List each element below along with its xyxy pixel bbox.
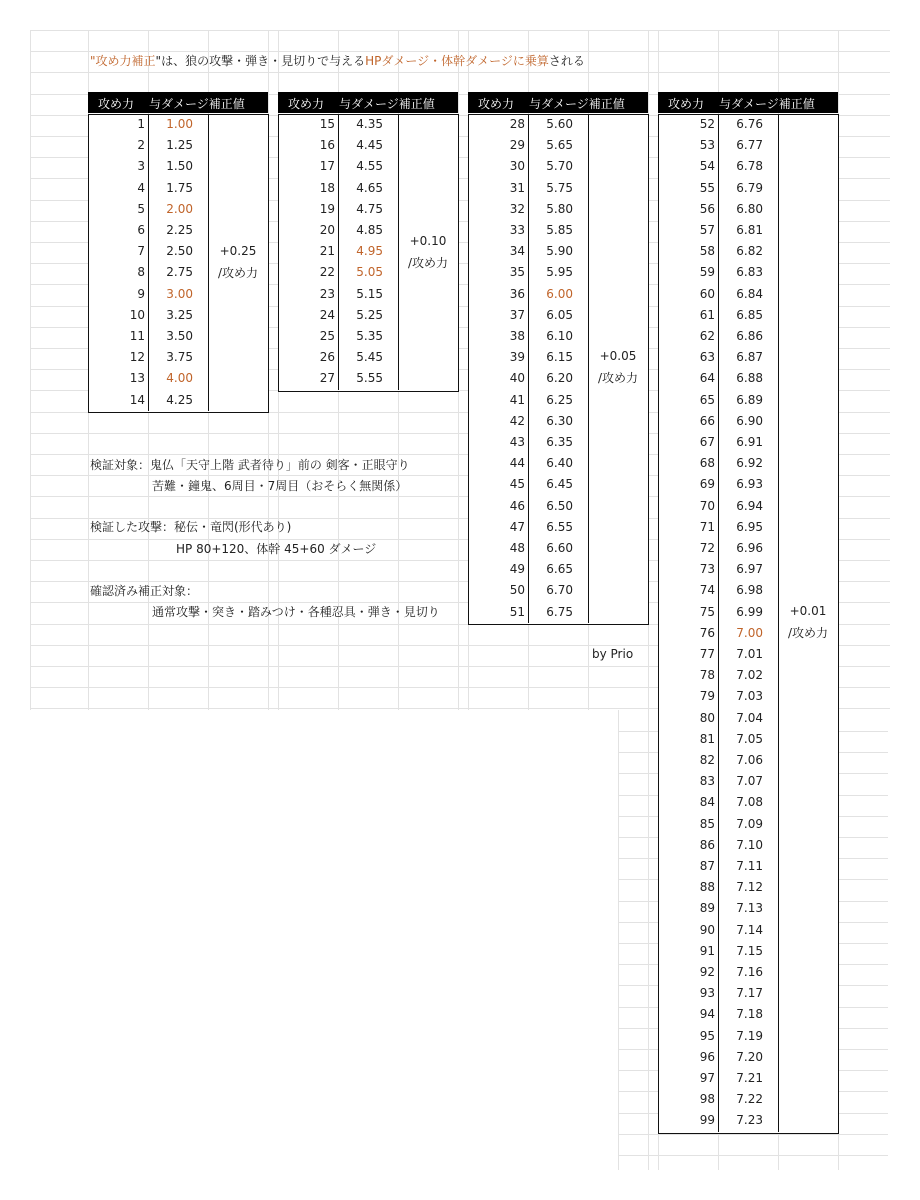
header-col-multiplier: 与ダメージ補正値: [339, 97, 435, 111]
attack-value: 88: [699, 880, 715, 894]
attack-value: 19: [319, 202, 335, 216]
multiplier-value: 4.95: [356, 244, 383, 258]
multiplier-value: 7.04: [736, 711, 763, 725]
attack-value: 16: [319, 138, 335, 152]
multiplier-value: 6.88: [736, 371, 763, 385]
multiplier-value: 6.65: [546, 562, 573, 576]
multiplier-value: 3.00: [166, 287, 193, 301]
multiplier-value: 6.78: [736, 159, 763, 173]
attack-value: 57: [699, 223, 715, 237]
multiplier-value: 6.87: [736, 350, 763, 364]
increment-unit: /攻め力: [407, 256, 449, 270]
multiplier-value: 4.45: [356, 138, 383, 152]
multiplier-value: 3.25: [166, 308, 193, 322]
multiplier-value: 7.05: [736, 732, 763, 746]
multiplier-value: 6.82: [736, 244, 763, 258]
multiplier-value: 5.45: [356, 350, 383, 364]
attack-value: 22: [319, 265, 335, 279]
attack-value: 35: [509, 265, 525, 279]
multiplier-value: 4.65: [356, 181, 383, 195]
table-header: [658, 92, 838, 113]
multiplier-value: 7.19: [736, 1029, 763, 1043]
multiplier-value: 2.50: [166, 244, 193, 258]
multiplier-value: 6.95: [736, 520, 763, 534]
confirmed-line-2: 通常攻撃・突き・踏みつけ・各種忍具・弾き・見切り: [152, 605, 440, 619]
grid-col-line: [648, 710, 649, 1170]
attack-value: 63: [699, 350, 715, 364]
attack-value: 31: [509, 181, 525, 195]
attack-value: 27: [319, 371, 335, 385]
attack-value: 64: [699, 371, 715, 385]
header-col-multiplier: 与ダメージ補正値: [529, 97, 625, 111]
attack-value: 53: [699, 138, 715, 152]
attack-value: 7: [137, 244, 145, 258]
attack-value: 97: [699, 1071, 715, 1085]
multiplier-value: 7.16: [736, 965, 763, 979]
multiplier-value: 6.99: [736, 605, 763, 619]
attack-value: 28: [509, 117, 525, 131]
attack-value: 61: [699, 308, 715, 322]
attack-value: 23: [319, 287, 335, 301]
attack-value: 96: [699, 1050, 715, 1064]
attack-value: 99: [699, 1113, 715, 1127]
target-line-1: 検証対象：鬼仏「天守上階 武者待り」前の 剣客・正眼守り: [90, 458, 410, 472]
multiplier-value: 5.15: [356, 287, 383, 301]
multiplier-value: 6.55: [546, 520, 573, 534]
multiplier-value: 6.60: [546, 541, 573, 555]
multiplier-value: 5.75: [546, 181, 573, 195]
multiplier-value: 5.05: [356, 265, 383, 279]
multiplier-value: 6.50: [546, 499, 573, 513]
attack-value: 38: [509, 329, 525, 343]
attack-value: 1: [137, 117, 145, 131]
multiplier-value: 7.02: [736, 668, 763, 682]
attack-value: 11: [129, 329, 145, 343]
attack-value: 56: [699, 202, 715, 216]
attack-value: 69: [699, 477, 715, 491]
attack-value: 43: [509, 435, 525, 449]
attack-value: 62: [699, 329, 715, 343]
multiplier-value: 6.92: [736, 456, 763, 470]
title-text: "は、狼の攻撃・弾き・見切りで与える: [155, 54, 366, 68]
multiplier-value: 6.91: [736, 435, 763, 449]
multiplier-value: 5.90: [546, 244, 573, 258]
title-quote-open: ": [90, 54, 96, 68]
attack-value: 78: [699, 668, 715, 682]
attack-value: 10: [129, 308, 145, 322]
grid-row-line: [618, 1134, 888, 1135]
attack-value: 91: [699, 944, 715, 958]
multiplier-value: 5.55: [356, 371, 383, 385]
multiplier-value: 7.00: [736, 626, 763, 640]
increment-value: +0.25: [219, 244, 257, 258]
attack-value: 48: [509, 541, 525, 555]
attack-value: 93: [699, 986, 715, 1000]
multiplier-value: 6.96: [736, 541, 763, 555]
attack-value: 49: [509, 562, 525, 576]
attack-value: 87: [699, 859, 715, 873]
target-line-2: 苦難・鐘鬼、6周目・7周目（おそらく無関係）: [152, 479, 408, 493]
header-col-attack: 攻め力: [478, 97, 515, 111]
multiplier-value: 6.98: [736, 583, 763, 597]
multiplier-value: 6.05: [546, 308, 573, 322]
multiplier-value: 3.50: [166, 329, 193, 343]
attack-value: 18: [319, 181, 335, 195]
attack-value: 17: [319, 159, 335, 173]
attack-value: 90: [699, 923, 715, 937]
multiplier-value: 7.13: [736, 901, 763, 915]
multiplier-value: 7.17: [736, 986, 763, 1000]
attack-value: 92: [699, 965, 715, 979]
multiplier-value: 6.75: [546, 605, 573, 619]
attack-value: 84: [699, 795, 715, 809]
multiplier-value: 6.20: [546, 371, 573, 385]
credit: by Prio: [592, 647, 634, 661]
multiplier-value: 7.21: [736, 1071, 763, 1085]
attack-value: 33: [509, 223, 525, 237]
multiplier-value: 1.25: [166, 138, 193, 152]
attack-value: 83: [699, 774, 715, 788]
attack-line-2: HP 80+120、体幹 45+60 ダメージ: [176, 542, 377, 556]
attack-value: 60: [699, 287, 715, 301]
attack-value: 52: [699, 117, 715, 131]
attack-value: 79: [699, 689, 715, 703]
title-keyword: 攻め力補正: [95, 54, 156, 68]
attack-value: 94: [699, 1007, 715, 1021]
attack-value: 72: [699, 541, 715, 555]
grid-row-line: [30, 72, 890, 73]
multiplier-value: 7.09: [736, 817, 763, 831]
increment-unit: /攻め力: [217, 266, 259, 280]
multiplier-value: 7.08: [736, 795, 763, 809]
multiplier-value: 5.85: [546, 223, 573, 237]
multiplier-value: 6.40: [546, 456, 573, 470]
attack-value: 40: [509, 371, 525, 385]
multiplier-value: 6.94: [736, 499, 763, 513]
attack-value: 36: [509, 287, 525, 301]
multiplier-value: 7.15: [736, 944, 763, 958]
attack-value: 85: [699, 817, 715, 831]
attack-value: 67: [699, 435, 715, 449]
multiplier-value: 4.25: [166, 393, 193, 407]
attack-value: 25: [319, 329, 335, 343]
multiplier-value: 4.00: [166, 371, 193, 385]
increment-note: [208, 240, 268, 284]
multiplier-value: 6.00: [546, 287, 573, 301]
multiplier-value: 6.89: [736, 393, 763, 407]
title-highlight: HPダメージ・体幹ダメージに乗算: [365, 54, 549, 68]
attack-value: 51: [509, 605, 525, 619]
attack-value: 76: [699, 626, 715, 640]
attack-value: 70: [699, 499, 715, 513]
attack-value: 86: [699, 838, 715, 852]
attack-value: 41: [509, 393, 525, 407]
attack-value: 12: [129, 350, 145, 364]
multiplier-value: 5.80: [546, 202, 573, 216]
attack-value: 77: [699, 647, 715, 661]
multiplier-value: 5.70: [546, 159, 573, 173]
multiplier-value: 6.77: [736, 138, 763, 152]
grid-col-line: [618, 710, 619, 1170]
multiplier-value: 6.86: [736, 329, 763, 343]
multiplier-value: 7.22: [736, 1092, 763, 1106]
multiplier-value: 7.12: [736, 880, 763, 894]
header-col-attack: 攻め力: [668, 97, 705, 111]
multiplier-value: 6.81: [736, 223, 763, 237]
multiplier-value: 7.11: [736, 859, 763, 873]
title-line: [90, 52, 585, 69]
multiplier-value: 4.75: [356, 202, 383, 216]
multiplier-value: 4.85: [356, 223, 383, 237]
attack-value: 95: [699, 1029, 715, 1043]
attack-value: 8: [137, 265, 145, 279]
attack-value: 89: [699, 901, 715, 915]
multiplier-value: 6.97: [736, 562, 763, 576]
multiplier-value: 7.06: [736, 753, 763, 767]
multiplier-value: 6.85: [736, 308, 763, 322]
attack-value: 71: [699, 520, 715, 534]
multiplier-value: 6.25: [546, 393, 573, 407]
attack-value: 34: [509, 244, 525, 258]
attack-value: 32: [509, 202, 525, 216]
attack-value: 20: [319, 223, 335, 237]
attack-line-1: 検証した攻撃：秘伝・竜閃(形代あり): [90, 520, 292, 534]
multiplier-value: 6.30: [546, 414, 573, 428]
multiplier-value: 6.76: [736, 117, 763, 131]
header-col-attack: 攻め力: [288, 97, 325, 111]
attack-value: 13: [129, 371, 145, 385]
multiplier-value: 2.25: [166, 223, 193, 237]
grid-row-line: [30, 30, 890, 31]
attack-value: 47: [509, 520, 525, 534]
attack-value: 65: [699, 393, 715, 407]
attack-value: 24: [319, 308, 335, 322]
multiplier-value: 7.23: [736, 1113, 763, 1127]
multiplier-value: 6.84: [736, 287, 763, 301]
multiplier-value: 7.03: [736, 689, 763, 703]
attack-value: 37: [509, 308, 525, 322]
attack-value: 54: [699, 159, 715, 173]
multiplier-value: 7.18: [736, 1007, 763, 1021]
multiplier-value: 4.35: [356, 117, 383, 131]
multiplier-value: 7.14: [736, 923, 763, 937]
attack-value: 21: [319, 244, 335, 258]
attack-value: 80: [699, 711, 715, 725]
attack-value: 9: [137, 287, 145, 301]
header-col-multiplier: 与ダメージ補正値: [719, 97, 815, 111]
multiplier-value: 5.25: [356, 308, 383, 322]
multiplier-value: 2.75: [166, 265, 193, 279]
attack-value: 58: [699, 244, 715, 258]
attack-value: 29: [509, 138, 525, 152]
grid-col-line: [30, 30, 31, 710]
multiplier-value: 6.83: [736, 265, 763, 279]
attack-value: 26: [319, 350, 335, 364]
multiplier-value: 6.15: [546, 350, 573, 364]
confirmed-line-1: 確認済み補正対象：: [90, 584, 199, 598]
attack-value: 82: [699, 753, 715, 767]
multiplier-value: 5.65: [546, 138, 573, 152]
multiplier-value: 6.80: [736, 202, 763, 216]
table-header: [468, 92, 648, 113]
attack-value: 5: [137, 202, 145, 216]
attack-value: 66: [699, 414, 715, 428]
attack-value: 39: [509, 350, 525, 364]
attack-value: 75: [699, 605, 715, 619]
attack-value: 59: [699, 265, 715, 279]
increment-value: +0.05: [599, 349, 637, 363]
increment-unit: /攻め力: [787, 626, 829, 640]
increment-note: [778, 600, 838, 644]
multiplier-value: 6.70: [546, 583, 573, 597]
multiplier-value: 6.10: [546, 329, 573, 343]
multiplier-value: 1.75: [166, 181, 193, 195]
multiplier-value: 7.07: [736, 774, 763, 788]
attack-value: 14: [129, 393, 145, 407]
attack-value: 55: [699, 181, 715, 195]
increment-value: +0.01: [789, 604, 827, 618]
multiplier-value: 6.35: [546, 435, 573, 449]
attack-value: 98: [699, 1092, 715, 1106]
attack-value: 3: [137, 159, 145, 173]
multiplier-value: 3.75: [166, 350, 193, 364]
attack-value: 73: [699, 562, 715, 576]
header-col-attack: 攻め力: [98, 97, 135, 111]
increment-note: [588, 345, 648, 389]
attack-value: 45: [509, 477, 525, 491]
multiplier-value: 4.55: [356, 159, 383, 173]
attack-value: 6: [137, 223, 145, 237]
table-header: [88, 92, 268, 113]
attack-value: 74: [699, 583, 715, 597]
title-suffix: される: [548, 54, 585, 68]
multiplier-value: 2.00: [166, 202, 193, 216]
attack-value: 46: [509, 499, 525, 513]
multiplier-value: 1.00: [166, 117, 193, 131]
attack-value: 42: [509, 414, 525, 428]
attack-value: 2: [137, 138, 145, 152]
multiplier-value: 7.20: [736, 1050, 763, 1064]
attack-value: 4: [137, 181, 145, 195]
increment-unit: /攻め力: [597, 371, 639, 385]
attack-value: 50: [509, 583, 525, 597]
attack-value: 81: [699, 732, 715, 746]
multiplier-value: 7.10: [736, 838, 763, 852]
increment-note: [398, 230, 458, 274]
multiplier-value: 6.93: [736, 477, 763, 491]
multiplier-value: 5.95: [546, 265, 573, 279]
multiplier-value: 5.60: [546, 117, 573, 131]
attack-value: 44: [509, 456, 525, 470]
table-header: [278, 92, 458, 113]
multiplier-value: 7.01: [736, 647, 763, 661]
multiplier-value: 6.79: [736, 181, 763, 195]
grid-row-line: [618, 1155, 888, 1156]
header-col-multiplier: 与ダメージ補正値: [149, 97, 245, 111]
multiplier-value: 1.50: [166, 159, 193, 173]
increment-value: +0.10: [409, 234, 447, 248]
attack-value: 15: [319, 117, 335, 131]
multiplier-value: 6.45: [546, 477, 573, 491]
attack-value: 30: [509, 159, 525, 173]
attack-value: 68: [699, 456, 715, 470]
multiplier-value: 6.90: [736, 414, 763, 428]
multiplier-value: 5.35: [356, 329, 383, 343]
